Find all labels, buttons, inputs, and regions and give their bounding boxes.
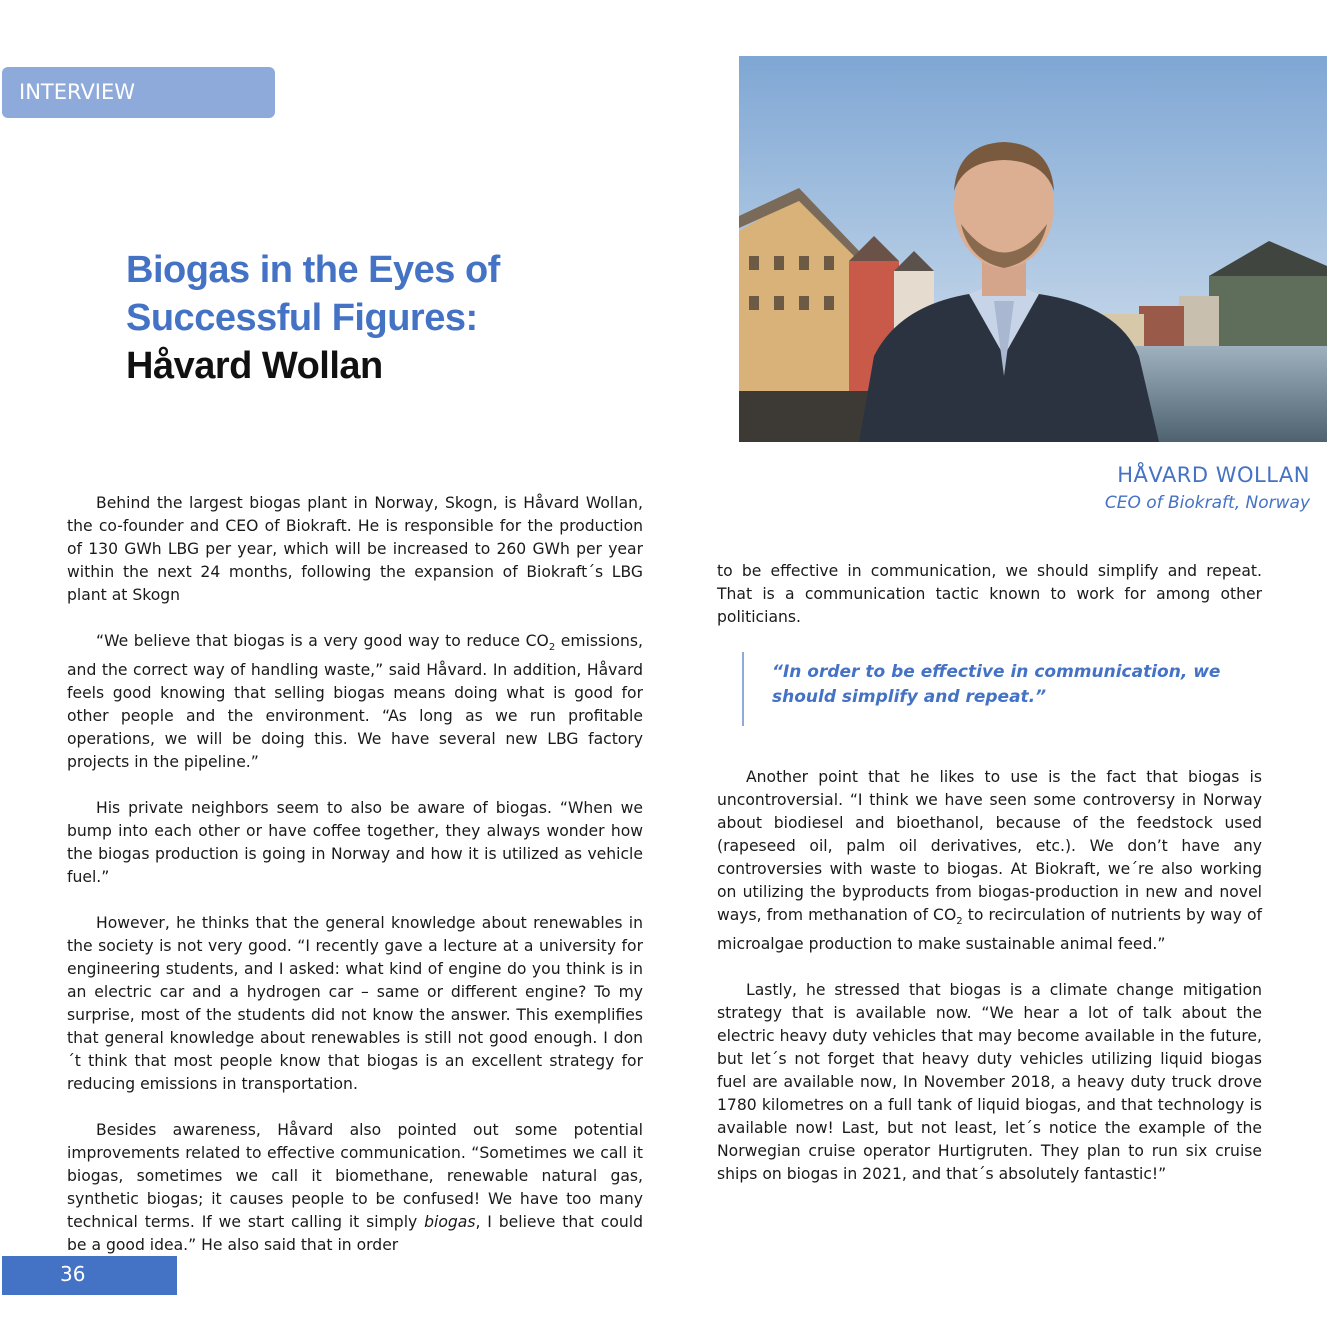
portrait-photo xyxy=(739,56,1327,442)
right-paragraph-2: Another point that he likes to use is the fact that biogas is uncontroversial. “I think we have seen some controversy in Norway about biodiesel and bioethanol, because of the feedstock used (rapeseed oil, palm oil derivatives, etc.). We don’t have any controversies with waste to biogas. At Biokraft, we´re also working on utilizing the byproducts from biogas-production in new and novel ways, from methanation of $CO_2$ to recirculation of nutrients by way of microalgae production to make sustainable animal feed.” xyxy=(717,768,1262,954)
photo-caption xyxy=(1105,460,1310,516)
left-paragraph-5: Besides awareness, Håvard also pointed out some potential improvements related to effective communication. “Sometimes we call it biogas, sometimes we call it biomethane, renewable natural gas, synthetic biogas; it causes people to be confused! We have too many technical terms. If we start calling it simply biogas, I believe that could be a good idea.” He also said that in order xyxy=(67,1121,643,1255)
article-title xyxy=(126,246,646,390)
caption-name: HÅVARD WOLLAN xyxy=(1117,463,1310,487)
portrait-illustration xyxy=(739,56,1327,442)
left-paragraph-3: His private neighbors seem to also be aware of biogas. “When we bump into each other or have coffee together, they always wonder how the biogas production is going in Norway and how it is utilized as vehicle fuel.” xyxy=(67,799,643,887)
title-line-1: Biogas in the Eyes of xyxy=(126,249,500,291)
left-column xyxy=(67,492,643,1280)
title-name: Håvard Wollan xyxy=(126,345,383,387)
left-paragraph-1: Behind the largest biogas plant in Norway, Skogn, is Håvard Wollan, the co-founder and CEO of Biokraft. He is responsible for the production of 130 GWh LBG per year, which will be increased to 260 GWh per year within the next 24 months, following the expansion of Biokraft´s LBG plant at Skogn xyxy=(67,494,643,604)
right-column xyxy=(717,560,1262,1209)
section-tag xyxy=(2,67,275,118)
left-paragraph-2: “We believe that biogas is a very good way to reduce $CO_2$ emissions, and the correct way of handling waste,” said Håvard. In addition, Håvard feels good knowing that selling biogas means doing what is good for other people and the environment. “As long as we run profitable operations, we will be doing this. We have several new LBG factory projects in the pipeline.” xyxy=(67,632,644,772)
section-tag-label: INTERVIEW xyxy=(19,80,136,104)
page-number xyxy=(2,1256,177,1295)
left-paragraph-4: However, he thinks that the general knowledge about renewables in the society is not very good. “I recently gave a lecture at a university for engineering students, and I asked: what kind of engine do you think is in an electric car and a hydrogen car – same or different engine? To my surprise, most of the students did not know the answer. This exemplifies that general knowledge about renewables is still not good enough. I don´t think that most people know that biogas is an excellent strategy for reducing emissions in transportation. xyxy=(67,914,643,1094)
pull-quote: “In order to be effective in communication, we should simplify and repeat.” xyxy=(742,652,1262,726)
page-number-label: 36 xyxy=(60,1262,86,1286)
right-paragraph-1: to be effective in communication, we should simplify and repeat. That is a communication tactic known to work for among other politicians. xyxy=(717,562,1262,626)
caption-role: CEO of Biokraft, Norway xyxy=(1104,493,1310,513)
title-line-2: Successful Figures: xyxy=(126,297,478,339)
right-paragraph-3: Lastly, he stressed that biogas is a climate change mitigation strategy that is available now. “We hear a lot of talk about the electric heavy duty vehicles that may become available in the future, but let´s not forget that heavy duty vehicles utilizing liquid biogas fuel are available now, In November 2018, a heavy duty truck drove 1780 kilometres on a full tank of liquid biogas, and that technology is available now! Last, but not least, let´s notice the example of the Norwegian cruise operator Hurtigruten. They plan to run six cruise ships on biogas in 2021, and that´s absolutely fantastic!” xyxy=(717,981,1262,1184)
